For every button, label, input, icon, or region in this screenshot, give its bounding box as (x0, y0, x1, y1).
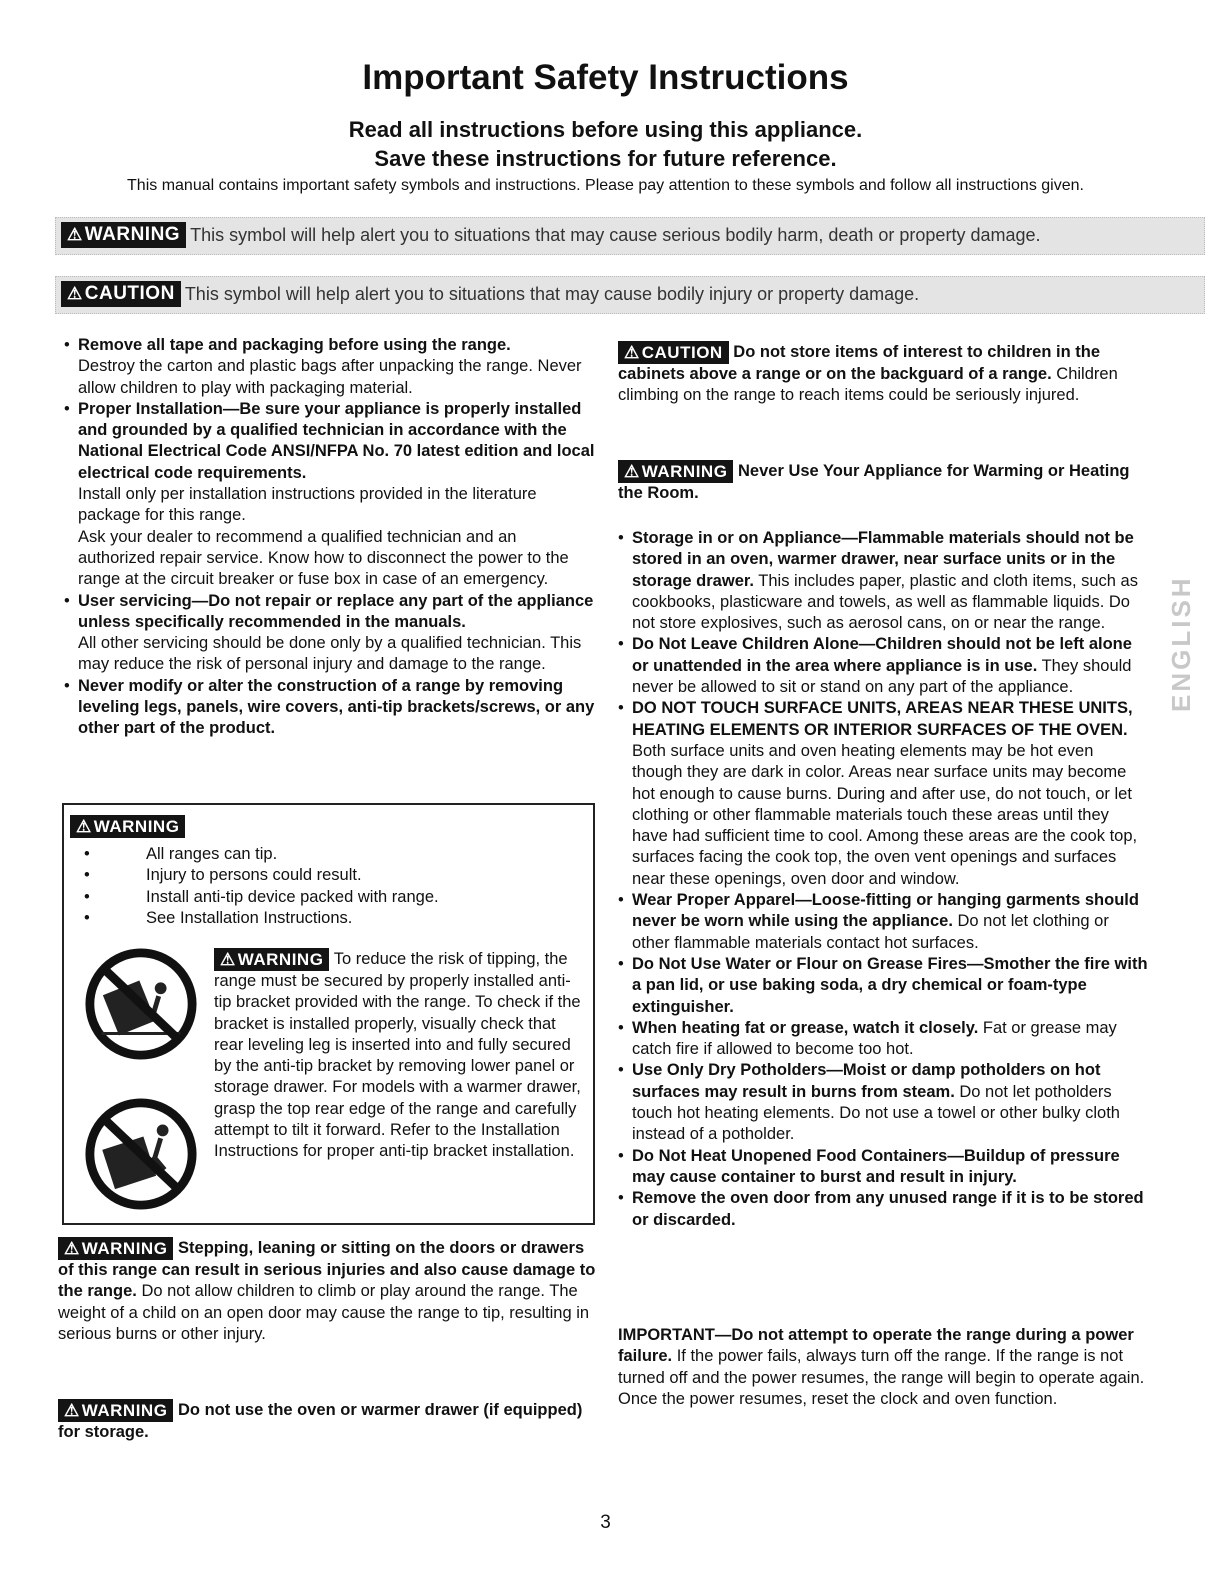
list-item: • Wear Proper Apparel—Loose-fitting or hanging garments should never be worn while using the appliance. Do not let clothing or other flammable materials contact hot surfaces. (614, 890, 1148, 954)
subtitle-read: Read all instructions before using this appliance. (348, 117, 863, 142)
alert-triangle-icon: ⚠ (67, 284, 83, 303)
list-item: • Do Not Leave Children Alone—Children should not be left alone or unattended in the area where appliance is in use. They should never be allowed to sit or stand on any part of the appliance. (614, 634, 1148, 698)
storage-warning: ⚠ WARNING Do not use the oven or warmer drawer (if equipped) for storage. (58, 1400, 583, 1441)
list-item: • See Installation Instructions. (70, 908, 583, 929)
alert-triangle-icon: ⚠ (624, 343, 640, 362)
warning-symbol-text: This symbol will help alert you to situations that may cause serious bodily harm, death or property damage. (190, 224, 1041, 245)
list-item: • Do Not Heat Unopened Food Containers—Buildup of pressure may cause container to burst and result in injury. (614, 1146, 1148, 1189)
alert-triangle-icon: ⚠ (76, 817, 92, 836)
tip-warning-list (70, 844, 583, 929)
list-item: • Do Not Use Water or Flour on Grease Fires—Smother the fire with a pan lid, or use baking soda, a dry chemical or foam-type extinguisher. (614, 954, 1148, 1018)
list-item: • Injury to persons could result. (70, 865, 583, 886)
alert-triangle-icon: ⚠ (220, 950, 236, 969)
warning-badge: ⚠ WARNING (70, 815, 185, 838)
list-item: • DO NOT TOUCH SURFACE UNITS, AREAS NEAR THESE UNITS, HEATING ELEMENTS OR INTERIOR SURFACES OF THE OVEN. Both surface units and oven heating elements may be hot even though they are dark in color. Areas near surface units may become hot enough to cause burns. During and after use, do not touch, or let clothing or other flammable materials touch these areas until they have had sufficient time to cool. Among these areas are the cook top, surfaces facing the cook top, the oven vent openings and surfaces near these openings, oven door and window. (614, 698, 1148, 890)
no-tipping-icon (82, 945, 200, 1063)
page-title: Important Safety Instructions (362, 58, 849, 97)
intro-text: This manual contains important safety symbols and instructions. Please pay attention to these symbols and follow all instructions given. (127, 177, 1084, 194)
caution-symbol-band (55, 276, 1205, 314)
alert-triangle-icon: ⚠ (67, 225, 83, 244)
list-item: • Use Only Dry Potholders—Moist or damp potholders on hot surfaces may result in burns from steam. Do not let potholders touch hot heating elements. Do not use a towel or other bulky cloth instead of a potholder. (614, 1060, 1148, 1145)
warning-badge: ⚠ WARNING (618, 460, 733, 483)
subtitle-save: Save these instructions for future reference. (374, 146, 837, 171)
no-climbing-icon (82, 1095, 200, 1213)
warming-warning: ⚠ WARNING Never Use Your Appliance for Warming or Heating the Room. (618, 461, 1130, 502)
list-item: • All ranges can tip. (70, 844, 583, 865)
list-item: • Remove all tape and packaging before using the range. Destroy the carton and plastic bags after unpacking the range. Never allow children to play with packaging material. (60, 335, 595, 399)
list-item: • User servicing—Do not repair or replace any part of the appliance unless specifically recommended in the manuals. All other servicing should be done only by a qualified technician. This may reduce the risk of personal injury and damage to the range. (60, 591, 595, 676)
language-side-label: ENGLISH (1166, 575, 1196, 712)
alert-triangle-icon: ⚠ (64, 1239, 80, 1258)
list-item: • Storage in or on Appliance—Flammable materials should not be stored in an oven, warmer drawer, near surface units or in the storage drawer. This includes paper, plastic and cloth items, such as cookbooks, plasticware and towels, as well as flammable liquids. Do not store explosives, such as aerosol cans, on or near the range. (614, 528, 1148, 634)
warning-symbol-band (55, 217, 1205, 255)
stepping-warning: ⚠ WARNING Stepping, leaning or sitting on the doors or drawers of this range can result in serious injuries and also cause damage to the range. Do not allow children to climb or play around the range. The weight of a child on an open door may cause the range to tip, resulting in serious burns or other injury. (58, 1238, 596, 1343)
warning-badge: ⚠ WARNING (61, 222, 186, 248)
caution-children: ⚠ CAUTION Do not store items of interest to children in the cabinets above a range or on the backguard of a range. Children climbing on the range to reach items could be seriously injured. (618, 342, 1118, 405)
caution-symbol-text: This symbol will help alert you to situations that may cause bodily injury or property damage. (184, 283, 920, 304)
list-item: • Remove the oven door from any unused range if it is to be stored or discarded. (614, 1188, 1148, 1231)
caution-badge: ⚠ CAUTION (618, 341, 729, 364)
list-item: • Install anti-tip device packed with range. (70, 887, 583, 908)
warning-badge: ⚠ WARNING (58, 1399, 173, 1422)
warning-badge: ⚠ WARNING (58, 1237, 173, 1260)
anti-tip-paragraph: ⚠ WARNING To reduce the risk of tipping, the range must be secured by properly installed anti-tip bracket provided with the range. To check if the bracket is installed properly, visually check that rear leveling leg is inserted into and fully secured by the anti-tip bracket by removing lower panel or storage drawer. For models with a warmer drawer, grasp the top rear edge of the range and carefully attempt to tilt it forward. Refer to the Installation Instructions for proper anti-tip bracket installation. (214, 949, 581, 1161)
left-column (60, 335, 595, 740)
caution-badge: ⚠ CAUTION (61, 281, 181, 307)
list-item: • Proper Installation—Be sure your appliance is properly installed and grounded by a qualified technician in accordance with the National Electrical Code ANSI/NFPA No. 70 latest edition and local electrical code requirements. Install only per installation instructions provided in the literature package for this range. Ask your dealer to recommend a qualified technician and an authorized repair service. Know how to disconnect the power to the range at the circuit breaker or fuse box in case of an emergency. (60, 399, 595, 591)
warning-badge: ⚠ WARNING (214, 948, 329, 971)
list-item: • When heating fat or grease, watch it closely. Fat or grease may catch fire if allowed to become too hot. (614, 1018, 1148, 1061)
list-item: • Never modify or alter the construction of a range by removing leveling legs, panels, wire covers, anti-tip brackets/screws, or any other part of the product. (60, 676, 595, 740)
alert-triangle-icon: ⚠ (624, 462, 640, 481)
alert-triangle-icon: ⚠ (64, 1401, 80, 1420)
page-number: 3 (600, 1512, 611, 1533)
power-failure-note: IMPORTANT—Do not attempt to operate the range during a power failure. If the power fails, always turn off the range. If the range is not turned off and the power resumes, the range will begin to operate again. Once the power resumes, reset the clock and oven function. (618, 1326, 1145, 1408)
tip-warning-box (62, 803, 595, 1225)
right-bullets (614, 528, 1148, 1231)
